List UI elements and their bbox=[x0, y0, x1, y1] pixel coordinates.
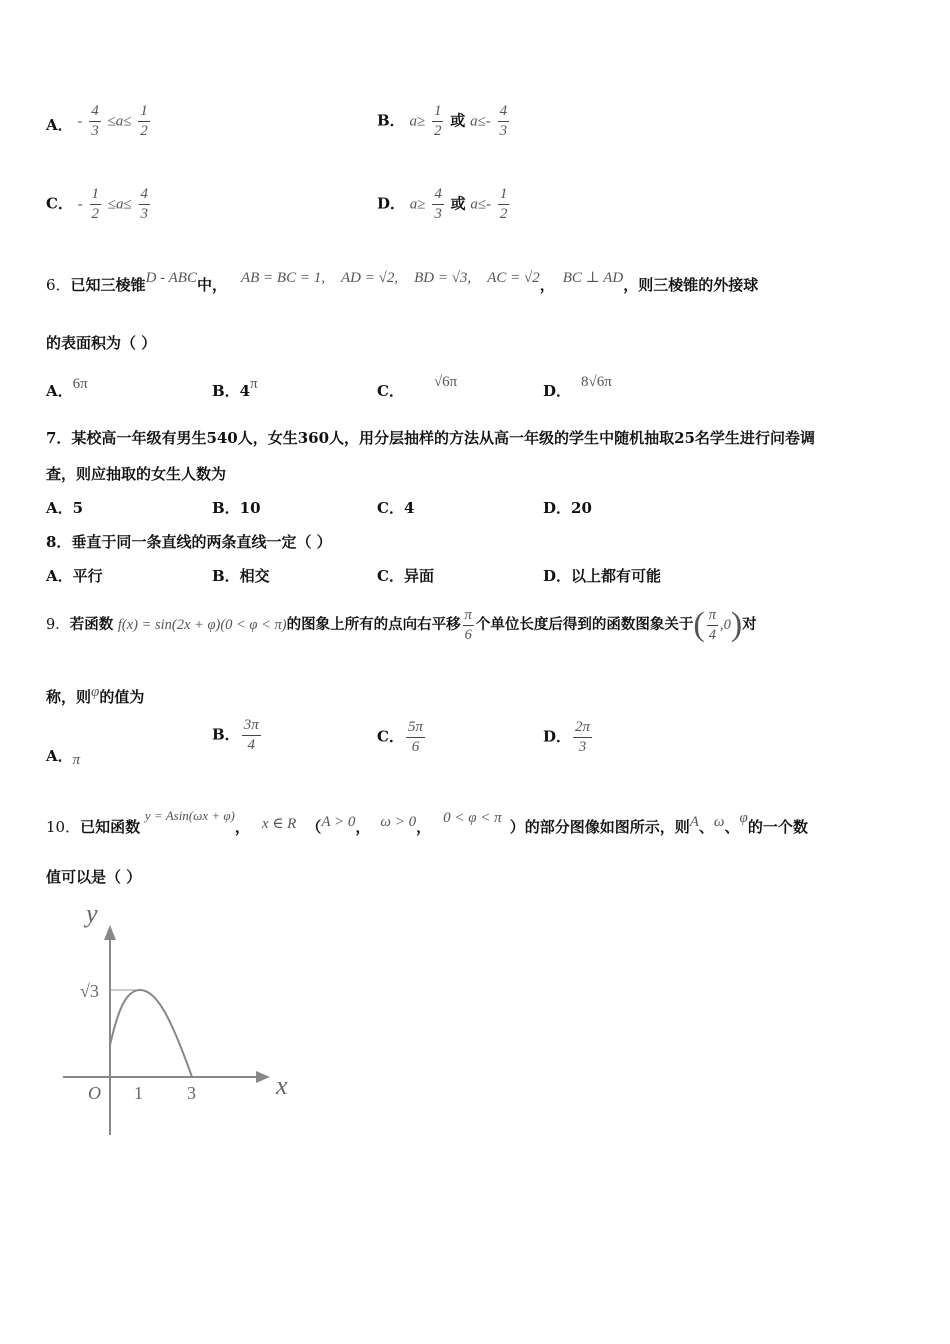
q5-option-c[interactable] bbox=[46, 187, 152, 222]
math-text: AB = BC = 1, bbox=[240, 270, 325, 286]
fraction: $\frac{4}{3}$ bbox=[434, 186, 442, 222]
q6-option-d[interactable] bbox=[543, 370, 612, 400]
q9-option-d[interactable] bbox=[543, 720, 594, 755]
option-label: A． bbox=[46, 115, 73, 134]
option-value: π bbox=[72, 752, 81, 768]
option-label: C． bbox=[377, 382, 404, 400]
or-text: 或 bbox=[450, 111, 466, 130]
question-text: ，则三棱锥的外接球 bbox=[623, 276, 759, 294]
origin-label: O bbox=[88, 1083, 101, 1103]
option-label: B． bbox=[377, 111, 405, 130]
sine-graph-figure bbox=[58, 900, 303, 1140]
q5-option-a[interactable] bbox=[46, 104, 152, 139]
math-text: 0 < φ < π bbox=[443, 810, 502, 826]
math-text: f(x) = sin(2x + φ)(0 < φ < π) bbox=[117, 617, 287, 633]
math-text: - bbox=[77, 113, 83, 130]
option-label: C． bbox=[377, 727, 404, 746]
q6-option-a[interactable] bbox=[46, 372, 88, 400]
question-7-line1: 7．某校高一年级有男生540人，女生360人，用分层抽样的方法从高一年级的学生中随机抽取25名学生进行问卷调 bbox=[46, 429, 815, 447]
math-text: AD = √2, bbox=[340, 270, 399, 286]
math-text: ω bbox=[713, 814, 725, 830]
option-value: π bbox=[250, 376, 258, 392]
math-text: a≤- bbox=[470, 113, 491, 130]
q8-option-b[interactable]: B．相交 bbox=[212, 567, 270, 585]
x-axis-label: x bbox=[276, 1071, 288, 1100]
q6-option-c[interactable] bbox=[377, 370, 458, 400]
question-text: ）的部分图像如图所示，则 bbox=[509, 818, 690, 836]
option-value: 6π bbox=[72, 376, 88, 392]
q7-option-d[interactable]: D．20 bbox=[543, 499, 592, 517]
fraction: $\frac{1}{2}$ bbox=[140, 103, 148, 139]
math-text: A > 0 bbox=[321, 814, 356, 830]
math-text: φ bbox=[91, 684, 100, 700]
math-text: a≤- bbox=[470, 196, 492, 213]
question-text: ， bbox=[416, 818, 432, 836]
question-text: 、 bbox=[724, 818, 740, 836]
math-text: y = Asin(ωx + φ) bbox=[144, 808, 235, 823]
question-text: 称，则 bbox=[46, 688, 92, 706]
paren-open: ( bbox=[693, 606, 705, 643]
q9-option-a[interactable] bbox=[46, 745, 80, 766]
question-10-line2: 值可以是（ ） bbox=[46, 868, 142, 886]
question-text: ， bbox=[355, 818, 371, 836]
or-text: 或 bbox=[450, 194, 466, 213]
fraction: $\frac{3\pi}{4}$ bbox=[243, 717, 259, 753]
question-text: 已知函数 bbox=[80, 818, 141, 836]
math-text: D - ABC bbox=[145, 270, 197, 286]
question-number: 9． bbox=[46, 617, 70, 633]
option-label: D． bbox=[543, 382, 572, 400]
option-label: D． bbox=[377, 194, 406, 213]
fraction: $\frac{\pi}{6}$ bbox=[464, 607, 472, 643]
option-label: B． bbox=[212, 725, 240, 744]
fraction: $\frac{1}{2}$ bbox=[433, 103, 442, 139]
question-text: 已知三棱锥 bbox=[70, 276, 146, 294]
q8-option-d[interactable]: D．以上都有可能 bbox=[543, 567, 662, 585]
math-text: ≤a≤ bbox=[107, 113, 132, 130]
question-9-line1 bbox=[46, 606, 757, 644]
q6-option-b[interactable] bbox=[212, 372, 258, 400]
question-text: 中， bbox=[196, 276, 227, 294]
math-text: ,0 bbox=[719, 617, 731, 633]
question-text: （ bbox=[306, 818, 322, 836]
question-number: 10． bbox=[46, 818, 81, 836]
fraction: $\frac{1}{2}$ bbox=[91, 186, 100, 222]
question-text: ， bbox=[234, 818, 250, 836]
y-axis-arrow bbox=[104, 925, 116, 940]
q7-option-a[interactable]: A．5 bbox=[46, 499, 84, 517]
fraction: $\frac{2\pi}{3}$ bbox=[575, 719, 591, 755]
fraction: $\frac{5\pi}{6}$ bbox=[407, 719, 423, 755]
x-axis-arrow bbox=[256, 1071, 270, 1083]
math-text: a≥ bbox=[409, 113, 426, 130]
math-text: A bbox=[689, 814, 699, 830]
question-text: 的一个数 bbox=[747, 818, 808, 836]
x-tick-1-label: 1 bbox=[134, 1083, 143, 1103]
math-text: ≤a≤ bbox=[107, 196, 132, 213]
fraction: $\frac{4}{3}$ bbox=[91, 103, 99, 139]
fraction: $\frac{4}{3}$ bbox=[499, 103, 508, 139]
x-tick-3-label: 3 bbox=[187, 1083, 196, 1103]
option-label: B．4 bbox=[212, 382, 251, 400]
math-text: φ bbox=[739, 810, 748, 826]
question-10-line1 bbox=[46, 808, 808, 837]
option-value: 8√6π bbox=[581, 374, 612, 390]
q7-option-c[interactable]: C．4 bbox=[377, 499, 415, 517]
question-text: 、 bbox=[698, 818, 714, 836]
math-text: BC ⊥ AD bbox=[562, 270, 624, 286]
option-value: √6π bbox=[433, 374, 458, 390]
q9-option-b[interactable] bbox=[212, 718, 263, 753]
y-axis-label: y bbox=[86, 900, 98, 928]
question-number: 6． bbox=[46, 276, 71, 294]
question-6-line2: 的表面积为（ ） bbox=[46, 334, 157, 352]
question-text: 的值为 bbox=[99, 688, 145, 706]
math-text: a≥ bbox=[409, 196, 426, 213]
paren-close: ) bbox=[730, 606, 743, 643]
sine-curve bbox=[110, 990, 192, 1077]
question-6-line1 bbox=[46, 270, 759, 295]
q8-option-c[interactable]: C．异面 bbox=[377, 567, 434, 585]
math-text: ω > 0 bbox=[380, 814, 417, 830]
math-text: AC = √2 bbox=[487, 270, 540, 286]
option-label: A． bbox=[46, 747, 73, 765]
q7-option-b[interactable]: B．10 bbox=[212, 499, 261, 517]
question-7-line2: 查，则应抽取的女生人数为 bbox=[46, 465, 227, 483]
question-text: 若函数 bbox=[69, 616, 114, 633]
y-tick-sqrt3-label: √3 bbox=[80, 981, 99, 1001]
question-8-line1: 8．垂直于同一条直线的两条直线一定（ ） bbox=[46, 533, 332, 551]
question-text: 个单位长度后得到的函数图象关于 bbox=[475, 616, 694, 633]
q5-option-d[interactable] bbox=[377, 187, 511, 222]
fraction: $\frac{4}{3}$ bbox=[140, 186, 149, 222]
option-label: C． bbox=[46, 194, 73, 213]
math-text: x ∈ R bbox=[261, 816, 297, 832]
q9-option-c[interactable] bbox=[377, 720, 427, 755]
question-9-line2 bbox=[46, 686, 144, 707]
math-text: BD = √3, bbox=[414, 270, 472, 286]
math-text: - bbox=[77, 196, 83, 213]
question-text: 的图象上所有的点向右平移 bbox=[286, 616, 461, 633]
q5-option-b[interactable] bbox=[377, 104, 511, 139]
fraction: $\frac{\pi}{4}$ bbox=[708, 607, 716, 643]
question-text: ， bbox=[539, 276, 555, 294]
q8-option-a[interactable]: A．平行 bbox=[46, 567, 103, 585]
option-label: A． bbox=[46, 382, 73, 400]
fraction: $\frac{1}{2}$ bbox=[499, 186, 508, 222]
option-label: D． bbox=[543, 727, 572, 746]
question-text: 对 bbox=[742, 616, 757, 633]
